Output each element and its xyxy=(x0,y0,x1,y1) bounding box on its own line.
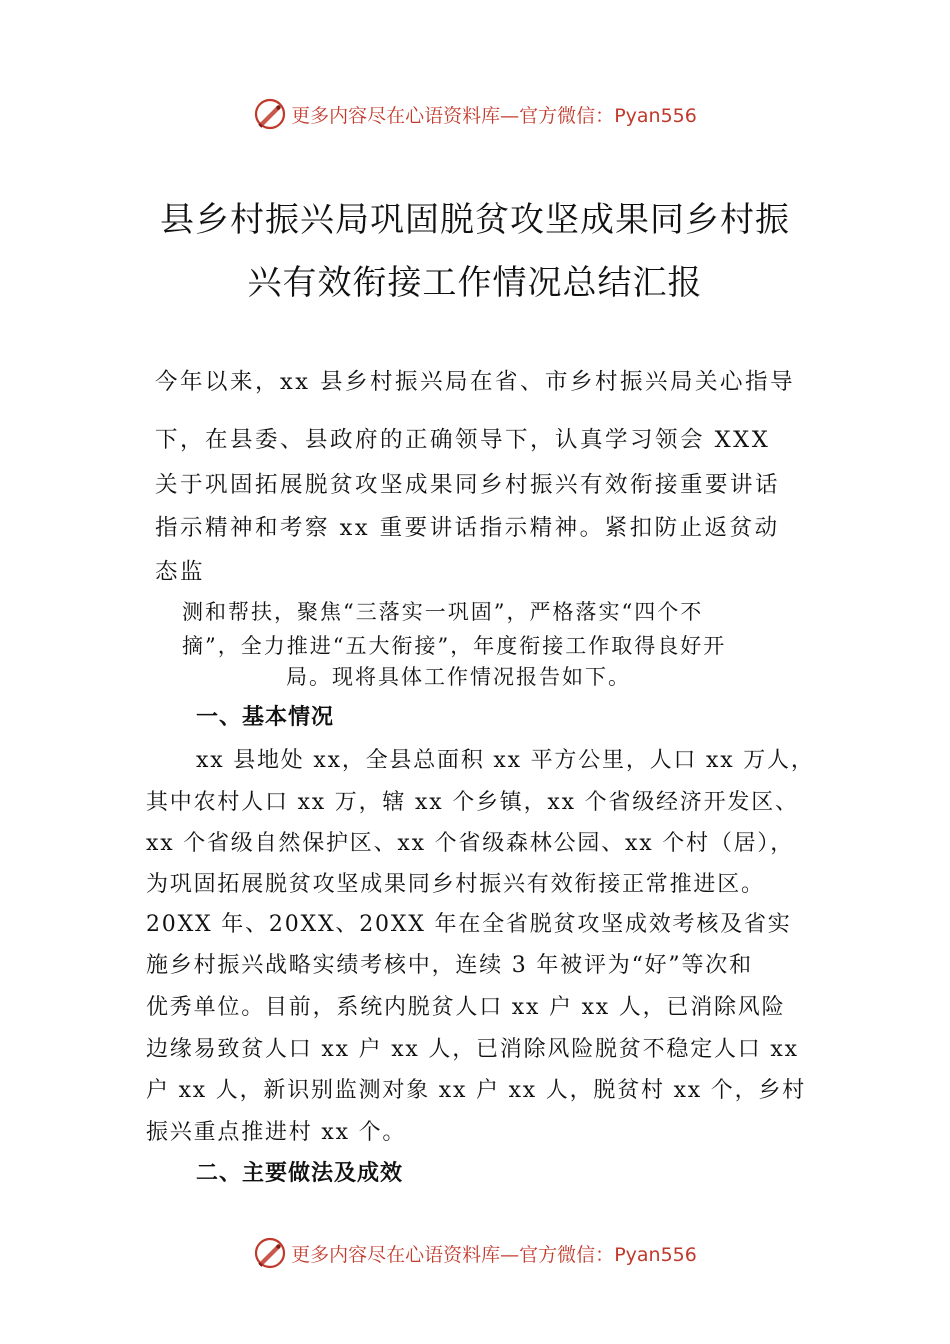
watermark-top xyxy=(0,94,950,134)
intro-sub-line: 局。现将具体工作情况报告如下。 xyxy=(286,665,631,689)
watermark-bottom xyxy=(0,1233,950,1273)
body-line: 施乡村振兴战略实绩考核中，连续 3 年被评为“好”等次和 xyxy=(146,953,753,978)
body-line: 边缘易致贫人口 xx 户 xx 人，已消除风险脱贫不稳定人口 xx xyxy=(146,1037,799,1062)
body-line: 20XX 年、20XX、20XX 年在全省脱贫攻坚成效考核及省实 xyxy=(146,912,792,937)
document-title-line-2: 兴有效衔接工作情况总结汇报 xyxy=(247,263,703,303)
watermark-text: 更多内容尽在心语资料库—官方微信：Pyan556 xyxy=(291,1243,697,1266)
section-heading-measures: 二、主要做法及成效 xyxy=(196,1161,404,1186)
section-heading-basic: 一、基本情况 xyxy=(196,705,335,730)
body-line: 振兴重点推进村 xx 个。 xyxy=(146,1120,407,1145)
body-line: xx 县地处 xx，全县总面积 xx 平方公里，人口 xx 万人， xyxy=(196,748,815,773)
body-line: 优秀单位。目前，系统内脱贫人口 xx 户 xx 人，已消除风险 xyxy=(146,995,786,1020)
intro-line: 指示精神和考察 xx 重要讲话指示精神。紧扣防止返贫动 xyxy=(155,515,780,541)
intro-sub-line: 测和帮扶，聚焦“三落实一巩固”，严格落实“四个不 xyxy=(182,600,704,624)
body-line: xx 个省级自然保护区、xx 个省级森林公园、xx 个村（居）， xyxy=(146,831,795,856)
intro-line: 关于巩固拓展脱贫攻坚成果同乡村振兴有效衔接重要讲话 xyxy=(155,472,781,498)
intro-sub-line: 摘”，全力推进“五大衔接”，年度衔接工作取得良好开 xyxy=(182,634,727,658)
document-title-line-1: 县乡村振兴局巩固脱贫攻坚成果同乡村振 xyxy=(160,200,790,240)
body-line: 其中农村人口 xx 万，辖 xx 个乡镇，xx 个省级经济开发区、 xyxy=(146,790,799,815)
body-line: 为巩固拓展脱贫攻坚成果同乡村振兴有效衔接正常推进区。 xyxy=(146,872,765,897)
pen-seal-icon xyxy=(253,97,287,131)
watermark-text: 更多内容尽在心语资料库—官方微信：Pyan556 xyxy=(291,104,697,127)
intro-line: 态监 xyxy=(155,559,206,585)
pen-seal-icon xyxy=(253,1236,287,1270)
intro-line: 今年以来，xx 县乡村振兴局在省、市乡村振兴局关心指导 xyxy=(155,369,796,395)
body-line: 户 xx 人，新识别监测对象 xx 户 xx 人，脱贫村 xx 个，乡村 xyxy=(146,1078,807,1103)
intro-line: 下，在县委、县政府的正确领导下，认真学习领会 XXX xyxy=(155,427,771,453)
